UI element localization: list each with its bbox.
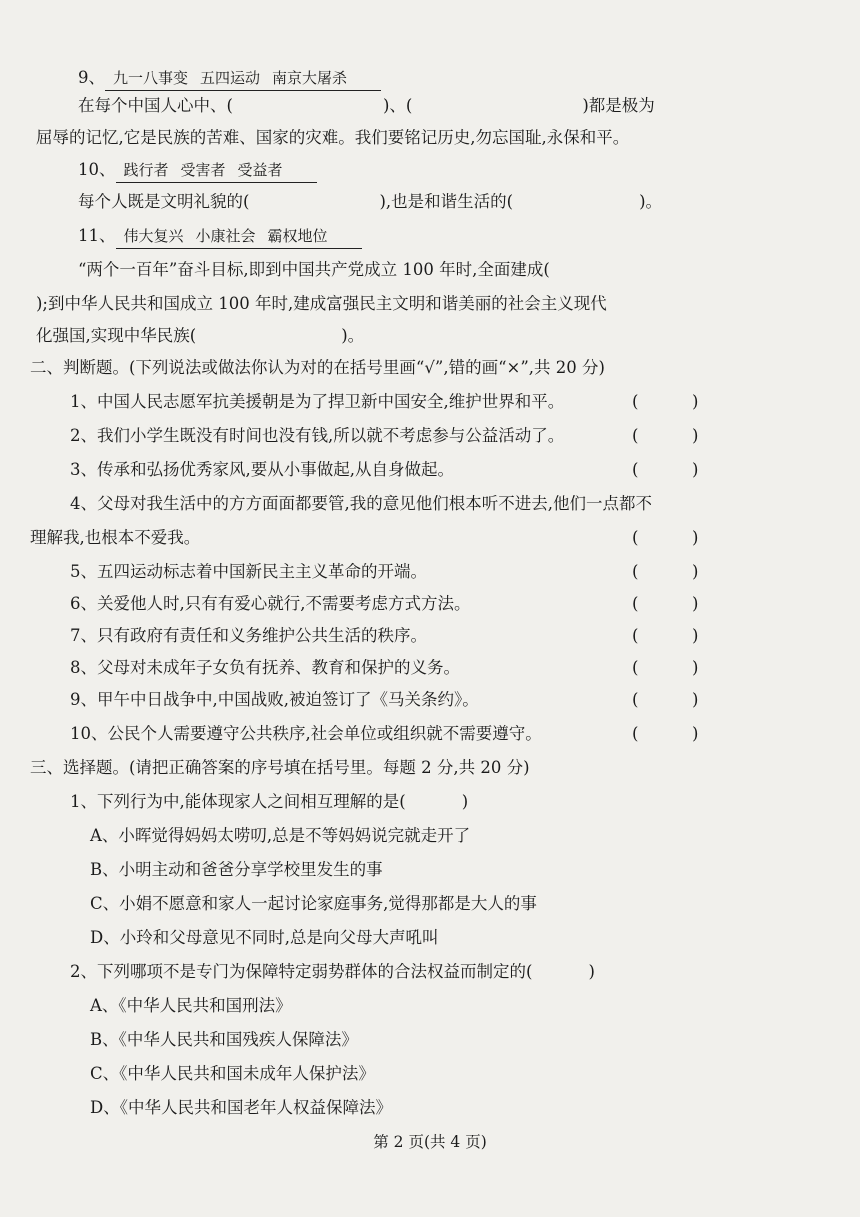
q9-text-c: )都是极为 bbox=[582, 96, 655, 115]
q11-option: 霸权地位 bbox=[267, 227, 328, 245]
q11-line1: “两个一百年”奋斗目标,即到中国共产党成立 100 年时,全面建成( bbox=[78, 260, 550, 279]
q10-header bbox=[78, 160, 317, 183]
judgement-item: 1、中国人民志愿军抗美援朝是为了捍卫新中国安全,维护世界和平。 bbox=[70, 392, 565, 411]
answer-paren-close: ) bbox=[692, 658, 699, 677]
q10-number: 10、 bbox=[78, 160, 116, 179]
answer-paren-open: ( bbox=[632, 626, 639, 645]
q11-option: 小康社会 bbox=[195, 227, 256, 245]
judgement-heading: 二、判断题。(下列说法或做法你认为对的在括号里画“√”,错的画“×”,共 20 分) bbox=[30, 358, 605, 377]
judgement-answer-5[interactable] bbox=[642, 562, 690, 582]
q9-option: 五四运动 bbox=[200, 69, 261, 87]
judgement-item: 4、父母对我生活中的方方面面都要管,我的意见他们根本听不进去,他们一点都不 bbox=[70, 494, 652, 513]
q9-header bbox=[78, 68, 381, 91]
q9-text-b: )、( bbox=[382, 96, 413, 115]
q10-options bbox=[116, 160, 317, 183]
q10-option: 践行者 bbox=[123, 161, 169, 179]
q11-number: 11、 bbox=[78, 226, 116, 245]
q11-text-b: )。 bbox=[341, 326, 365, 345]
answer-paren-open: ( bbox=[632, 460, 639, 479]
judgement-answer-4[interactable] bbox=[642, 528, 690, 548]
q9-line2: 屈辱的记忆,它是民族的苦难、国家的灾难。我们要铭记历史,勿忘国耻,永保和平。 bbox=[36, 128, 630, 147]
q9-number: 9、 bbox=[78, 68, 105, 87]
choice-q1-stem-end: ) bbox=[461, 792, 469, 811]
q10-text-b: ),也是和谐生活的( bbox=[379, 192, 514, 211]
judgement-item: 9、甲午中日战争中,中国战败,被迫签订了《马关条约》。 bbox=[70, 690, 479, 709]
answer-paren-open: ( bbox=[632, 724, 639, 743]
answer-paren-open: ( bbox=[632, 392, 639, 411]
answer-paren-close: ) bbox=[692, 392, 699, 411]
judgement-answer-3[interactable] bbox=[642, 460, 690, 480]
answer-paren-close: ) bbox=[692, 690, 699, 709]
answer-paren-close: ) bbox=[692, 528, 699, 547]
q11-text-a: 化强国,实现中华民族( bbox=[36, 326, 197, 345]
judgement-item: 3、传承和弘扬优秀家风,要从小事做起,从自身做起。 bbox=[70, 460, 454, 479]
choice-q2-option: C、《中华人民共和国未成年人保护法》 bbox=[90, 1064, 375, 1083]
q9-option: 九一八事变 bbox=[113, 69, 189, 87]
judgement-answer-8[interactable] bbox=[642, 658, 690, 678]
q11-header bbox=[78, 226, 362, 249]
judgement-item: 10、公民个人需要遵守公共秩序,社会单位或组织就不需要遵守。 bbox=[70, 724, 542, 743]
q9-options bbox=[105, 68, 381, 91]
answer-paren-close: ) bbox=[692, 426, 699, 445]
choice-q2-option: A、《中华人民共和国刑法》 bbox=[90, 996, 292, 1015]
judgement-answer-2[interactable] bbox=[642, 426, 690, 446]
q9-text-a: 在每个中国人心中、( bbox=[78, 96, 233, 115]
q10-line1 bbox=[78, 192, 662, 212]
q10-text-a: 每个人既是文明礼貌的( bbox=[78, 192, 250, 211]
choice-q1-option: A、小晖觉得妈妈太唠叨,总是不等妈妈说完就走开了 bbox=[90, 826, 471, 845]
answer-paren-close: ) bbox=[692, 460, 699, 479]
q10-option: 受害者 bbox=[180, 161, 226, 179]
q11-line3 bbox=[36, 326, 364, 346]
q10-text-c: )。 bbox=[639, 192, 662, 211]
page-footer: 第 2 页(共 4 页) bbox=[373, 1133, 487, 1151]
choice-q1-option: B、小明主动和爸爸分享学校里发生的事 bbox=[90, 860, 383, 879]
choice-q2-stem-end: ) bbox=[588, 962, 595, 981]
judgement-answer-9[interactable] bbox=[642, 690, 690, 710]
answer-paren-open: ( bbox=[632, 528, 639, 547]
judgement-answer-10[interactable] bbox=[642, 724, 690, 744]
q11-line2: );到中华人民共和国成立 100 年时,建成富强民主文明和谐美丽的社会主义现代 bbox=[36, 294, 607, 313]
answer-paren-open: ( bbox=[632, 426, 639, 445]
judgement-item: 6、关爱他人时,只有有爱心就行,不需要考虑方式方法。 bbox=[70, 594, 471, 613]
choice-heading: 三、选择题。(请把正确答案的序号填在括号里。每题 2 分,共 20 分) bbox=[30, 758, 530, 777]
judgement-answer-7[interactable] bbox=[642, 626, 690, 646]
choice-q2-option: D、《中华人民共和国老年人权益保障法》 bbox=[90, 1098, 392, 1117]
q10-option: 受益者 bbox=[237, 161, 283, 179]
answer-paren-open: ( bbox=[632, 658, 639, 677]
judgement-answer-6[interactable] bbox=[642, 594, 690, 614]
choice-q2-option: B、《中华人民共和国残疾人保障法》 bbox=[90, 1030, 358, 1049]
choice-q1-option: C、小娟不愿意和家人一起讨论家庭事务,觉得那都是大人的事 bbox=[90, 894, 537, 913]
choice-q1-stem-text: 1、下列行为中,能体现家人之间相互理解的是( bbox=[70, 792, 406, 811]
choice-q1-stem bbox=[70, 792, 468, 812]
q9-line1 bbox=[78, 96, 655, 116]
answer-paren-open: ( bbox=[632, 562, 639, 581]
answer-paren-close: ) bbox=[692, 626, 699, 645]
judgement-item-continued: 理解我,也根本不爱我。 bbox=[30, 528, 201, 547]
answer-paren-open: ( bbox=[632, 690, 639, 709]
judgement-item: 2、我们小学生既没有时间也没有钱,所以就不考虑参与公益活动了。 bbox=[70, 426, 565, 445]
answer-paren-close: ) bbox=[692, 594, 699, 613]
judgement-item: 5、五四运动标志着中国新民主主义革命的开端。 bbox=[70, 562, 427, 581]
judgement-item: 7、只有政府有责任和义务维护公共生活的秩序。 bbox=[70, 626, 427, 645]
judgement-answer-1[interactable] bbox=[642, 392, 690, 412]
q11-options bbox=[116, 226, 362, 249]
choice-q2-stem-text: 2、下列哪项不是专门为保障特定弱势群体的合法权益而制定的( bbox=[70, 962, 533, 981]
judgement-item: 8、父母对未成年子女负有抚养、教育和保护的义务。 bbox=[70, 658, 460, 677]
answer-paren-close: ) bbox=[692, 724, 699, 743]
q11-option: 伟大复兴 bbox=[123, 227, 184, 245]
answer-paren-close: ) bbox=[692, 562, 699, 581]
q9-option: 南京大屠杀 bbox=[272, 69, 348, 87]
answer-paren-open: ( bbox=[632, 594, 639, 613]
choice-q1-option: D、小玲和父母意见不同时,总是向父母大声吼叫 bbox=[90, 928, 439, 947]
choice-q2-stem bbox=[70, 962, 595, 982]
